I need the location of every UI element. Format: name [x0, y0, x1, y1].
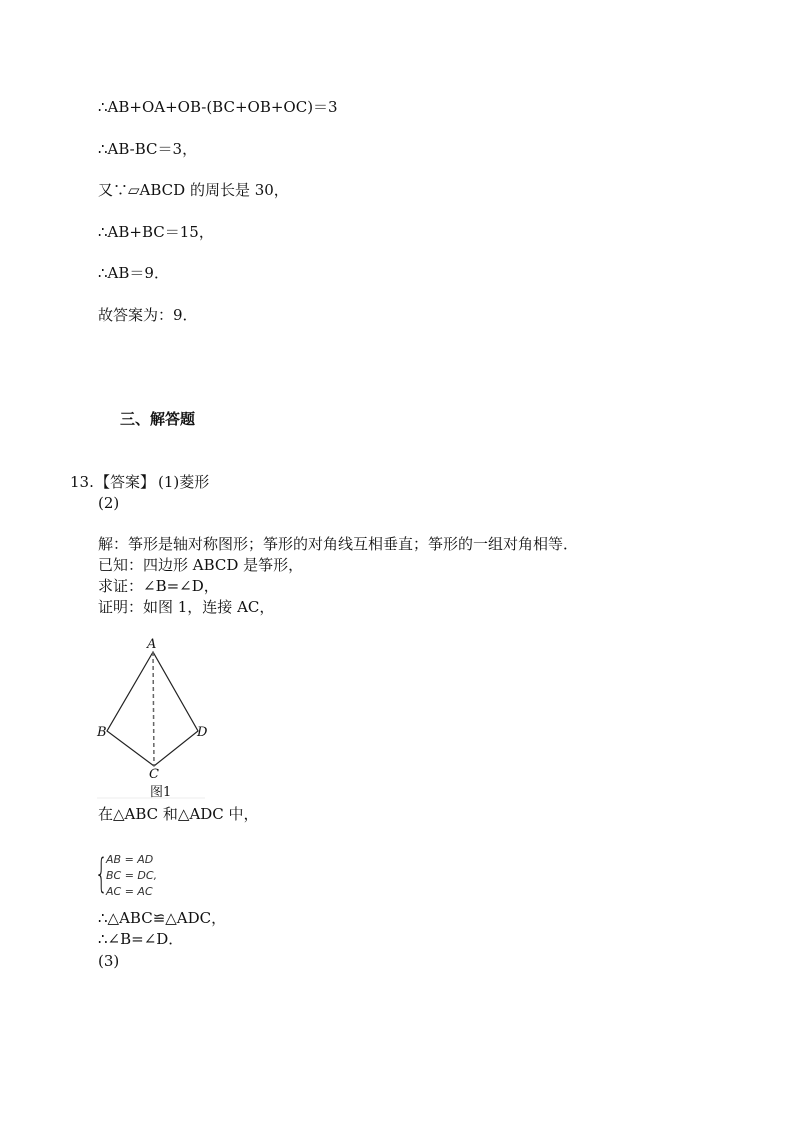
label-c: C [149, 767, 159, 782]
conclusion: ∴∠B=∠D． [98, 930, 184, 948]
text-line: 又∵▱ABCD 的周长是 30， [98, 181, 289, 199]
equation: AB = AD [106, 853, 154, 866]
congruent: ∴△ABC≌△ADC， [98, 909, 227, 927]
equation-system [98, 852, 157, 900]
figure-caption: 图1 [150, 785, 172, 800]
given: 已知：四边形 ABCD 是筝形， [98, 556, 304, 574]
part2: (2) [98, 494, 120, 512]
label-d: D [197, 725, 208, 740]
solution: 解：筝形是轴对称图形；筝形的对角线互相垂直；筝形的一组对角相等． [98, 535, 579, 553]
text-line: ∴AB+OA+OB-(BC+OB+OC)＝3 [98, 98, 338, 116]
brace: { [95, 851, 108, 897]
part3: (3) [98, 952, 120, 970]
label-a: A [147, 637, 157, 652]
answer-label: 【答案】 [95, 473, 156, 491]
question-number: 13. [70, 473, 94, 491]
label-b: B [97, 725, 107, 740]
text-line: ∴AB+BC＝15， [98, 223, 214, 241]
equation: BC = DC, [106, 869, 158, 882]
in-triangles: 在△ABC 和△ADC 中， [98, 805, 259, 823]
text-line: ∴AB-BC＝3， [98, 140, 198, 158]
text-line: ∴AB＝9． [98, 264, 169, 282]
equation: AC = AC [106, 885, 153, 898]
proof: 证明：如图 1，连接 AC， [98, 598, 275, 616]
text-line: 故答案为：9． [98, 306, 198, 324]
diagonal-ac [153, 652, 154, 766]
part1: (1)菱形 [158, 473, 210, 491]
section-heading: 三、解答题 [120, 410, 196, 428]
prove: 求证：∠B=∠D， [98, 577, 219, 595]
